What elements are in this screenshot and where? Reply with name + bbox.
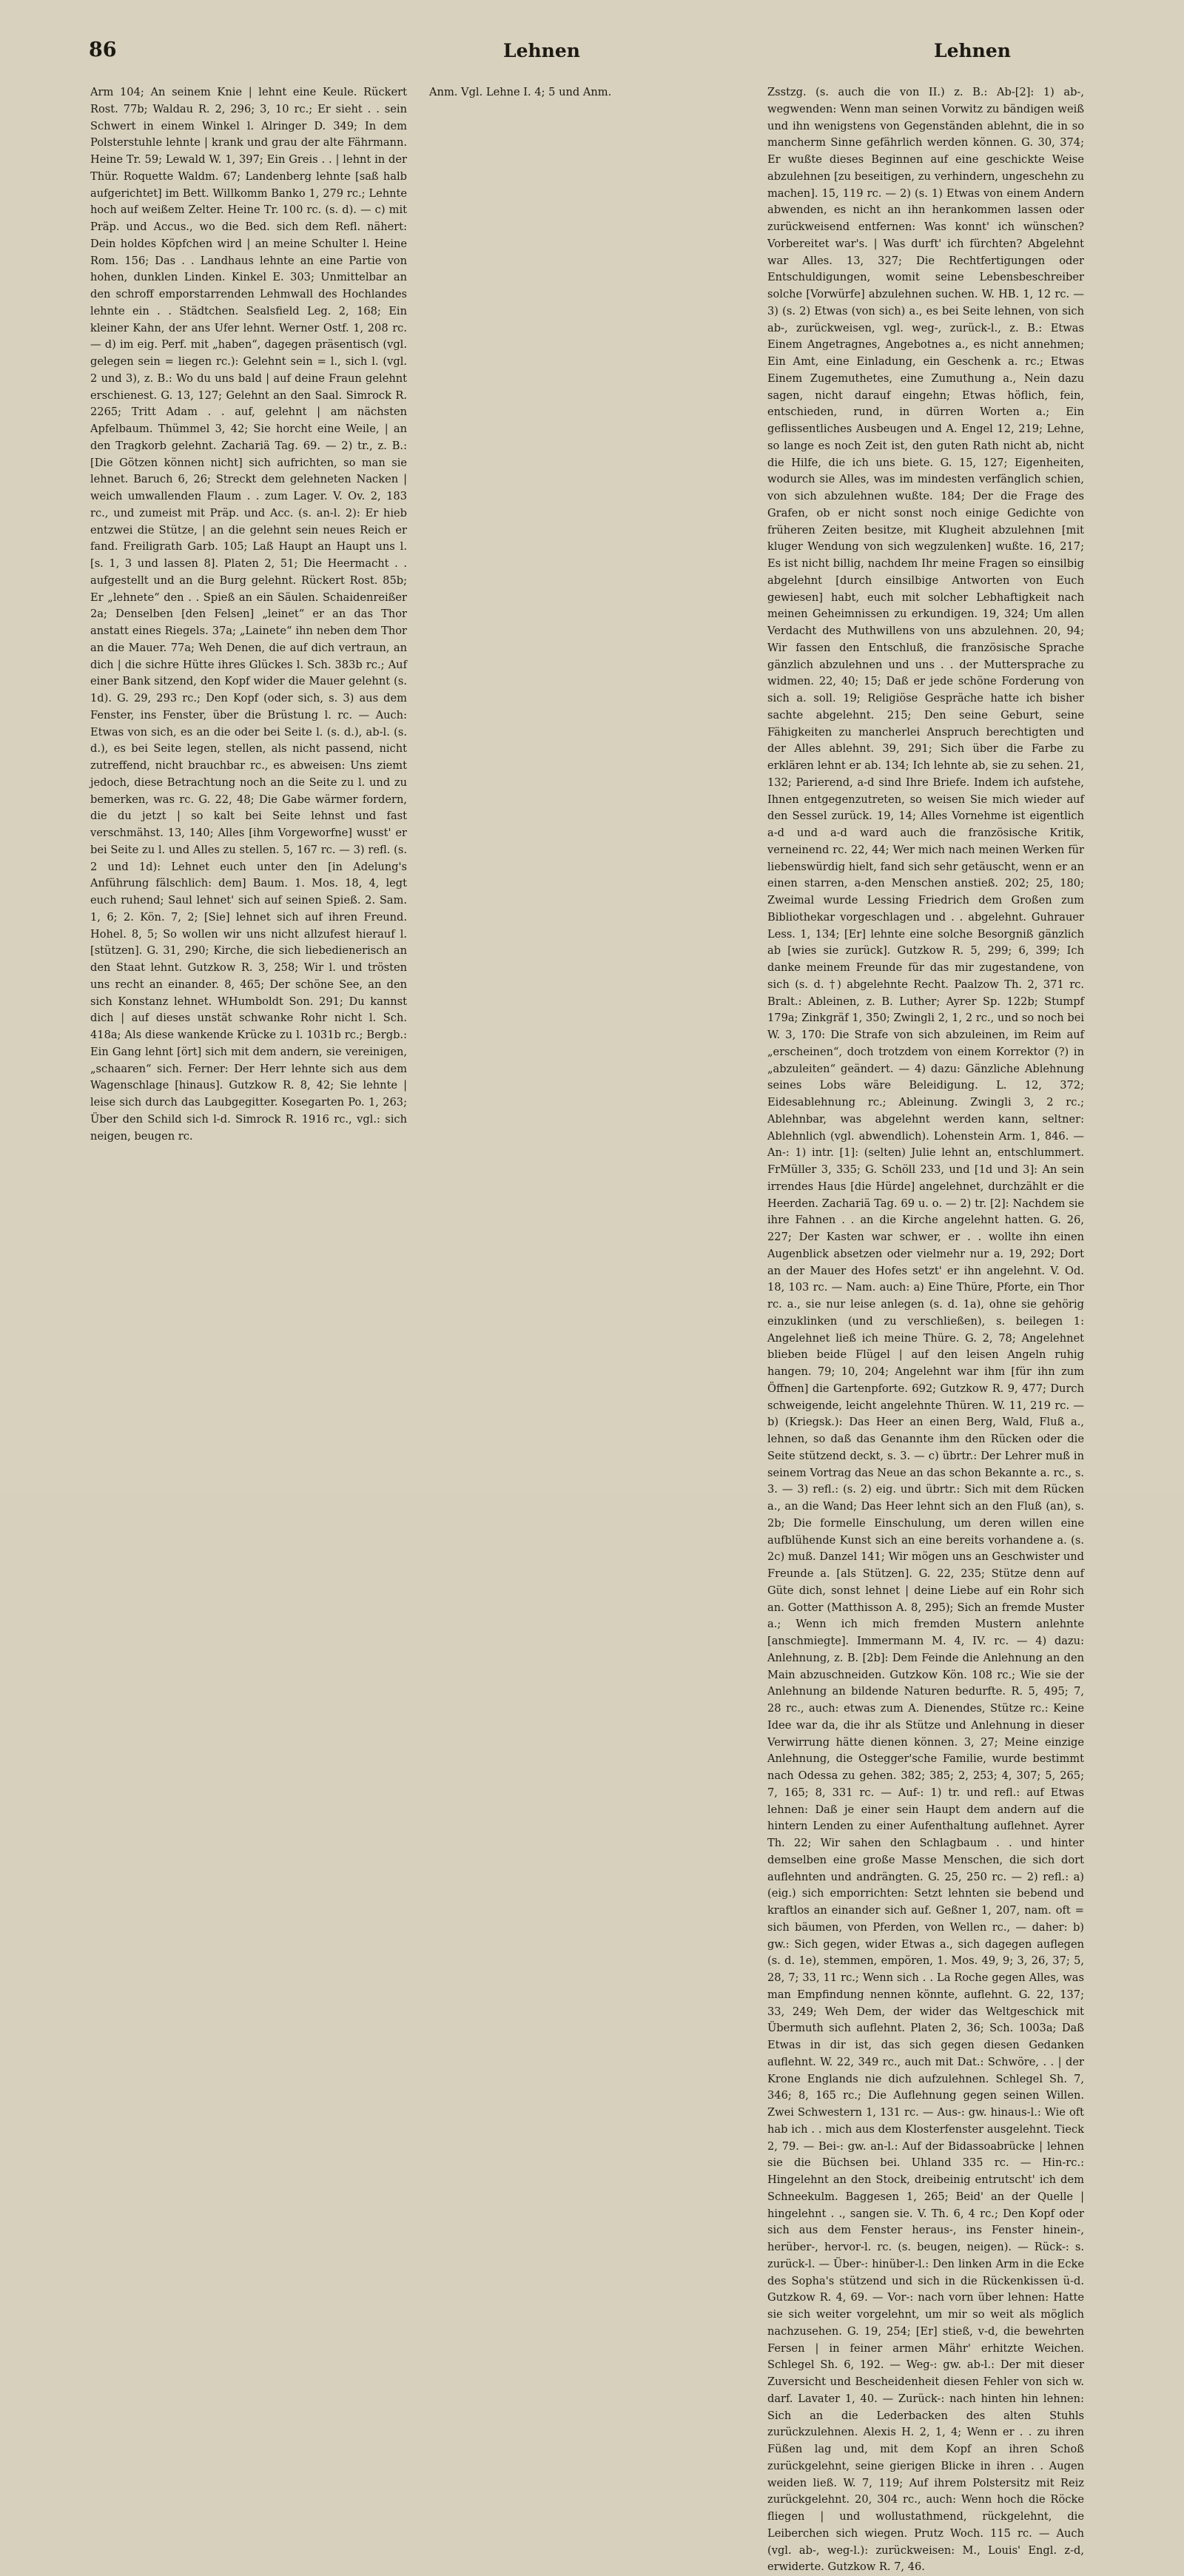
entry-text: Arm 104; An seinem Knie | lehnt eine Keule. Rückert Rost. 77b; Waldau R. 2, 296; 3, 10 rc.; Er sieht . . sein Schwert in einem Winkel l. Alringer D. 349; In dem Polsterstuhle lehnte | krank und grau der alte Fährmann. Heine Tr. 59; Lewald W. 1, 397; Ein Greis . . | lehnt in der Thür. Roquette Waldm. 67; Landenberg lehnte [saß halb aufgerichtet] im Bett. Willkomm Banko 1, 279 rc.; Lehnte hoch auf weißem Zelter. Heine Tr. 100 rc. (s. d). — c) mit Präp. und Accus., wo die Bed. sich dem Refl. nähert: Dein holdes Köpfchen wird | an meine Schulter l. Heine Rom. 156; Das . . Landhaus lehnte an eine Partie von hohen, dunklen Linden. Kinkel E. 303; Unmittelbar an den schroff emporstarrenden Lehmwall des Hochlandes lehnte ein . . Städtchen. Sealsfield Leg. 2, 168; Ein kleiner Kahn, der ans Ufer lehnt. Werner Ostf. 1, 208 rc. — d) im eig. Perf. mit „haben“, dagegen präsentisch (vgl. gelegen sein = liegen rc.): Gelehnt sein = l., sich l. (vgl. 2 und 3), z. B.: Wo du uns bald | auf deine Fraun gelehnt erschienest. G. 13, 127; Gelehnt an den Saal. Simrock R. 2265; Tritt Adam . . auf, gelehnt | am nächsten Apfelbaum. Thümmel 3, 42; Sie horcht eine Weile, | an den Tragkorb gelehnt. Zachariä Tag. 69. — 2) tr., z. B.: [Die Götzen können nicht] sich aufrichten, so man sie lehnet. Baruch 6, 26; Streckt dem gelehneten Nacken | weich umwallenden Flaum . . zum Lager. V. Ov. 2, 183 rc., und zumeist mit Präp. und Acc. (s. an-l. 2): Er hieb entzwei die Stütze, | an die gelehnt sein neues Reich er fand. Freiligrath Garb. 105; Laß Haupt an Haupt uns l. [s. 1, 3 und lassen 8]. Platen 2, 51; Die Heermacht . . aufgestellt und an die Burg gelehnt. Rückert Rost. 85b; Er „lehnete“ den . . Spieß an ein Säulen. Schaidenreißer 2a; Denselben [den Felsen] „leinet“ er an das Thor anstatt eines Riegels. 37a; „Lainete“ ihn neben dem Thor an die Mauer. 77a; Weh Denen, die auf dich vertraun, an dich | die sichre Hütte ihres Glückes l. Sch. 383b rc.; Auf einer Bank sitzend, den Kopf wider die Mauer gelehnt (s. 1d). G. 29, 293 rc.; Den Kopf (oder sich, s. 3) aus dem Fenster, ins Fenster, über die Brüstung l. rc. — Auch: Etwas von sich, es an die oder bei Seite l. (s. d.), ab-l. (s. d.), es bei Seite legen, stellen, als nicht passend, nicht zutreffend, nicht brauchbar rc., es abweisen: Uns ziemt jedoch, diese Betrachtung noch an die Seite zu l. und zu bemerken, was rc. G. 22, 48; Die Gabe wärmer fordern, die du jetzt | so kalt bei Seite lehnst und fast verschmähst. 13, 140; Alles [ihm Vorgeworfne] wusst' er bei Seite zu l. und Alles zu stellen. 5, 167 rc. — 3) refl. (s. 2 und 1d): Lehnet euch unter den [in Adelung's Anführung fälschlich: dem] Baum. 1. Mos. 18, 4, legt euch ruhend; Saul lehnet' sich auf seinen Spieß. 2. Sam. 1, 6; 2. Kön. 7, 2; [Sie] lehnet sich auf ihren Freund. Hohel. 8, 5; So wollen wir uns nicht allzufest hierauf l. [stützen]. G. 31, 290; Kirche, die sich liebedienerisch an den Staat lehnt. Gutzkow R. 3, 258; Wir l. und trösten uns recht an einander. 8, 465; Der schöne See, an den sich Konstanz lehnet. WHumboldt Son. 291; Du kannst dich | auf dieses unstät schwanke Rohr nicht l. Sch. 418a; Als diese wankende Krücke zu l. 1031b rc.; Bergb.: Ein Gang lehnt [ört] sich mit dem andern, sie vereinigen, „schaaren“ sich. Ferner: Der Herr lehnte sich aus dem Wagenschlage [hinaus]. Gutzkow R. 8, 42; Sie lehnte | leise sich durch das Laubgegitter. Kosegarten Po. 1, 263; Über den Schild sich l-d. Simrock R. 1916 rc., vgl.: sich neigen, beugen rc.: [90, 86, 407, 1143]
entry-text: Zsstzg. (s. auch die von II.) z. B.: Ab-[2]: 1) ab-, wegwenden: Wenn man seinen Vorwitz zu bändigen weiß und ihn wenigstens von Gegenständen ablehnt, die in so mancherm Sinne gefährlich werden können. G. 30, 374; Er wußte dieses Beginnen auf eine geschickte Weise abzulehnen [zu beseitigen, zu verhindern, ungeschehn zu machen]. 15, 119 rc. — 2) (s. 1) Etwas von einem Andern abwenden, es nicht an ihn herankommen lassen oder zurückweisend entfernen: Was konnt' ich wünschen? Vorbereitet war's. | Was durft' ich fürchten? Abgelehnt war Alles. 13, 327; Die Rechtfertigungen oder Entschuldigungen, womit seine Lebensbeschreiber solche [Vorwürfe] abzulehnen suchen. W. HB. 1, 12 rc. — 3) (s. 2) Etwas (von sich) a., es bei Seite lehnen, von sich ab-, zurückweisen, vgl. weg-, zurück-l., z. B.: Etwas Einem Angetragnes, Angebotnes a., es nicht annehmen; Ein Amt, eine Einladung, ein Geschenk a. rc.; Etwas Einem Zugemuthetes, eine Zumuthung a., Nein dazu sagen, nicht darauf eingehn; Etwas höflich, fein, entschieden, rund, in dürren Worten a.; Ein geflissentliches Ausbeugen und A. Engel 12, 219; Lehne, so lange es noch Zeit ist, den guten Rath nicht ab, nicht die Hilfe, die ich uns biete. G. 15, 127; Eigenheiten, wodurch sie Alles, was im mindesten verfänglich schien, von sich abzulehnen wußte. 184; Der die Frage des Grafen, ob er nicht sonst noch einige Gedichte von früheren Zeiten besitze, mit Klugheit abzulehnen [mit kluger Wendung von sich wegzulenken] wußte. 16, 217; Es ist nicht billig, nachdem Ihr meine Fragen so einsilbig abgelehnt [durch einsilbige Antworten von Euch gewiesen] habt, euch mit solcher Lebhaftigkeit nach meinen Geheimnissen zu erkundigen. 19, 324; Um allen Verdacht des Muthwillens von uns abzulehnen. 20, 94; Wir fassen den Entschluß, die französische Sprache gänzlich abzulehnen und uns . . der Muttersprache zu widmen. 22, 40; 15; Daß er jede schöne Forderung von sich a. soll. 19; Religiöse Gespräche hatte ich bisher sachte abgelehnt. 215; Den seine Geburt, seine Fähigkeiten zu mancherlei Anspruch berechtigten und der Alles ablehnt. 39, 291; Sich über die Farbe zu erklären lehnt er ab. 134; Ich lehnte ab, sie zu sehen. 21, 132; Parierend, a-d sind Ihre Briefe. Indem ich aufstehe, Ihnen entgegenzutreten, so weisen Sie mich wieder auf den Sessel zurück. 19, 14; Alles Vornehme ist eigentlich a-d und a-d ward auch die französische Kritik, verneinend rc. 22, 44; Wer mich nach meinen Werken für liebenswürdig hielt, fand sich sehr getäuscht, wenn er an einen starren, a-den Menschen anstieß. 202; 25, 180; Zweimal wurde Lessing Friedrich dem Großen zum Bibliothekar vorgeschlagen und . . abgelehnt. Guhrauer Less. 1, 134; [Er] lehnte eine solche Besorgniß gänzlich ab [wies sie zurück]. Gutzkow R. 5, 299; 6, 399; Ich danke meinem Freunde für das mir zugestandene, von sich (s. d. †) abgelehnte Recht. Paalzow Th. 2, 371 rc. Bralt.: Ableinen, z. B. Luther; Ayrer Sp. 122b; Stumpf 179a; Zinkgräf 1, 350; Zwingli 2, 1, 2 rc., und so noch bei W. 3, 170: Die Strafe von sich abzuleinen, im Reim auf „erscheinen“, doch trotzdem von einem Korrektor (?) in „abzuleiten“ geändert. — 4) dazu: Gänzliche Ablehnung seines Lobs wäre Beleidigung. L. 12, 372; Eidesablehnung rc.; Ableinung. Zwingli 3, 2 rc.; Ablehnbar, was abgelehnt werden kann, seltner: Ablehnlich (vgl. abwendlich). Lohenstein Arm. 1, 846. — An-: 1) intr. [1]: (selten) Julie lehnt an, entschlummert. FrMüller 3, 335; G. Schöll 233, und [1d und 3]: An sein irrendes Haus [die Hürde] angelehnet, durchzählt er die Heerden. Zachariä Tag. 69 u. o. — 2) tr. [2]: Nachdem sie ihre Fahnen . . an die Kirche angelehnt hatten. G. 26, 227; Der Kasten war schwer, er . . wollte ihn einen Augenblick absetzen oder vielmehr nur a. 19, 292; Dort an der Mauer des Hofes setzt' er ihn angelehnt. V. Od. 18, 103 rc. — Nam. auch: a) Eine Thüre, Pforte, ein Thor rc. a., sie nur leise anlegen (s. d. 1a), ohne sie gehörig einzuklinken (und zu verschließen), s. beilegen 1: Angelehnet ließ ich meine Thüre. G. 2, 78; Angelehnet blieben beide Flügel | auf den leisen Angeln ruhig hangen. 79; 10, 204; Angelehnt war ihm [für ihn zum Öffnen] die Gartenpforte. 692; Gutzkow R. 9, 477; Durch schweigende, leicht angelehnte Thüren. W. 11, 219 rc. — b) (Kriegsk.): Das Heer an einen Berg, Wald, Fluß a., lehnen, so daß das Genannte ihm den Rücken oder die Seite stützend deckt, s. 3. — c) übrtr.: Der Lehrer muß in seinem Vortrag das Neue an das schon Bekannte a. rc., s. 3. — 3) refl.: (s. 2) eig. und übrtr.: Sich mit dem Rücken a., an die Wand; Das Heer lehnt sich an den Fluß (an), s. 2b; Die formelle Einschulung, um deren willen eine aufblühende Kunst sich an eine bereits vorhandene a. (s. 2c) muß. Danzel 141; Wir mögen uns an Geschwister und Freunde a. [als Stützen]. G. 22, 235; Stütze denn auf Güte dich, sonst lehnet | deine Liebe auf ein Rohr sich an. Gotter (Matthisson A. 8, 295); Sich an fremde Muster a.; Wenn ich mich fremden Mustern anlehnte [anschmiegte]. Immermann M. 4, IV. rc. — 4) dazu: Anlehnung, z. B. [2b]: Dem Feinde die Anlehnung an den Main abzuschneiden. Gutzkow Kön. 108 rc.; Wie sie der Anlehnung an bildende Naturen bedurfte. R. 5, 495; 7, 28 rc., auch: etwas zum A. Dienendes, Stütze rc.: Keine Idee war da, die ihr als Stütze und Anlehnung in dieser Verwirrung hätte dienen können. 3, 27; Meine einzige Anlehnung, die Ostegger'sche Familie, wurde bestimmt nach Odessa zu gehen. 382; 385; 2, 253; 4, 307; 5, 265; 7, 165; 8, 331 rc. — Auf-: 1) tr. und refl.: auf Etwas lehnen: Daß je einer sein Haupt dem andern auf die hintern Lenden zu einer Aufenthaltung auflehnet. Ayrer Th. 22; Wir sahen den Schlagbaum . . und hinter demselben eine große Masse Menschen, die sich dort auflehnten und andrängten. G. 25, 250 rc. — 2) refl.: a) (eig.) sich emporrichten: Setzt lehnten sie bebend und kraftlos an einander sich auf. Geßner 1, 207, nam. oft = sich bäumen, von Pferden, von Wellen rc., — daher: b) gw.: Sich gegen, wider Etwas a., sich dagegen auflegen (s. d. 1e), stemmen, empören, 1. Mos. 49, 9; 3, 26, 37; 5, 28, 7; 33, 11 rc.; Wenn sich . . La Roche gegen Alles, was man Empfindung nennen könnte, auflehnt. G. 22, 137; 33, 249; Weh Dem, der wider das Weltgeschick mit Übermuth sich auflehnt. Platen 2, 36; Sch. 1003a; Daß Etwas in dir ist, das sich gegen diesen Gedanken auflehnt. W. 22, 349 rc., auch mit Dat.: Schwöre, . . | der Krone Englands nie dich aufzulehnen. Schlegel Sh. 7, 346; 8, 165 rc.; Die Auflehnung gegen seinen Willen. Zwei Schwestern 1, 131 rc. — Aus-: gw. hinaus-l.: Wie oft hab ich . . mich aus dem Klosterfenster ausgelehnt. Tieck 2, 79. — Bei-: gw. an-l.: Auf der Bidassoabrücke | lehnen sie die Büchsen bei. Uhland 335 rc. — Hin-rc.: Hingelehnt an den Stock, dreibeinig entrutscht' ich dem Schneekulm. Baggesen 1, 265; Beid' an der Quelle | hingelehnt . ., sangen sie. V. Th. 6, 4 rc.; Den Kopf oder sich aus dem Fenster heraus-, ins Fenster hinein-, herüber-, hervor-l. rc. (s. beugen, neigen). — Rück-: s. zurück-l. — Über-: hinüber-l.: Den linken Arm in die Ecke des Sopha's stützend und sich in die Rückenkissen ü-d. Gutzkow R. 4, 69. — Vor-: nach vorn über lehnen: Hatte sie sich weiter vorgelehnt, um mir so weit als möglich nachzusehen. G. 19, 254; [Er] stieß, v-d, die bewehrten Fersen | in feiner armen Mähr' erhitzte Weichen. Schlegel Sh. 6, 192. — Weg-: gw. ab-l.: Der mit dieser Zuversicht und Bescheidenheit diesen Fehler von sich w. darf. Lavater 1, 40. — Zurück-: nach hinten hin lehnen: Sich an die Lederbacken des alten Stuhls zurückzulehnen. Alexis H. 2, 1, 4; Wenn er . . zu ihren Füßen lag und, mit dem Kopf an ihren Schoß zurückgelehnt, seine gierigen Blicke in ihren . . Augen weiden ließ. W. 7, 119; Auf ihrem Polstersitz mit Reiz zurückgelehnt. 20, 304 rc., auch: Wenn hoch die Röcke fliegen | und wollustathmend, rückgelehnt, die Leiberchen sich wiegen. Prutz Woch. 115 rc. — Auch (vgl. ab-, weg-l.): zurückweisen: M., Louis' Engl. z-d, erwiderte. Gutzkow R. 7, 46.: [767, 86, 1084, 2574]
text-column: [90, 84, 407, 1476]
running-headword-right: Lehnen: [934, 40, 1011, 61]
running-headword-center: Lehnen: [503, 40, 580, 61]
running-header: [89, 38, 1014, 68]
text-column: [767, 84, 1084, 2574]
page-number: 86: [89, 38, 117, 61]
text-column: [429, 84, 746, 1476]
entry-text: Anm. Vgl. Lehne I. 4; 5 und Anm.: [429, 86, 612, 98]
